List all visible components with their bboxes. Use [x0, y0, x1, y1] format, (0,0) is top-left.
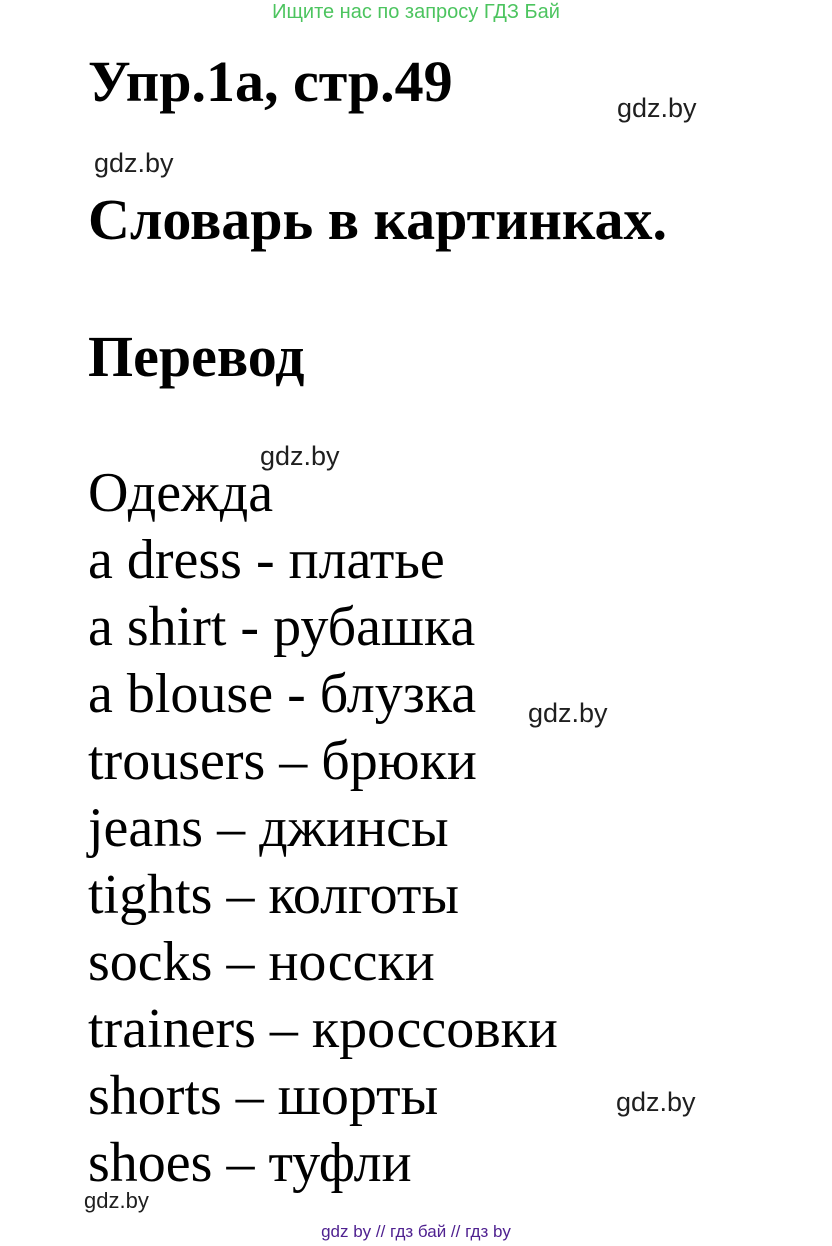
vocabulary-entry: a shirt - рубашка: [88, 596, 476, 658]
gdz-watermark: gdz.by: [528, 698, 608, 728]
vocabulary-entry: trousers – брюки: [88, 730, 477, 792]
vocabulary-entry: shoes – туфли: [88, 1132, 412, 1194]
vocabulary-entry: tights – колготы: [88, 864, 459, 926]
vocabulary-entry: jeans – джинсы: [88, 797, 449, 859]
translation-heading: Перевод: [88, 324, 305, 389]
vocabulary-entry: shorts – шорты: [88, 1065, 439, 1127]
vocabulary-entry: socks – носски: [88, 931, 435, 993]
gdz-watermark: gdz.by: [260, 441, 340, 471]
gdz-watermark: gdz.by: [616, 1087, 696, 1117]
gdz-watermark: gdz.by: [617, 93, 697, 123]
gdz-watermark: gdz.by: [94, 148, 174, 178]
top-search-banner: Ищите нас по запросу ГДЗ Бай: [272, 1, 560, 23]
footer-links[interactable]: gdz by // гдз бай // гдз by: [321, 1222, 511, 1241]
vocabulary-list: [88, 460, 558, 1197]
vocabulary-entry: a blouse - блузка: [88, 663, 477, 725]
gdz-watermark: gdz.by: [84, 1188, 149, 1213]
vocabulary-entry: trainers – кроссовки: [88, 998, 558, 1060]
section-heading: Словарь в картинках.: [88, 187, 667, 252]
vocabulary-category: Одежда: [88, 462, 274, 524]
vocabulary-entry: a dress - платье: [88, 529, 445, 591]
exercise-title: Упр.1а, стр.49: [88, 49, 453, 114]
